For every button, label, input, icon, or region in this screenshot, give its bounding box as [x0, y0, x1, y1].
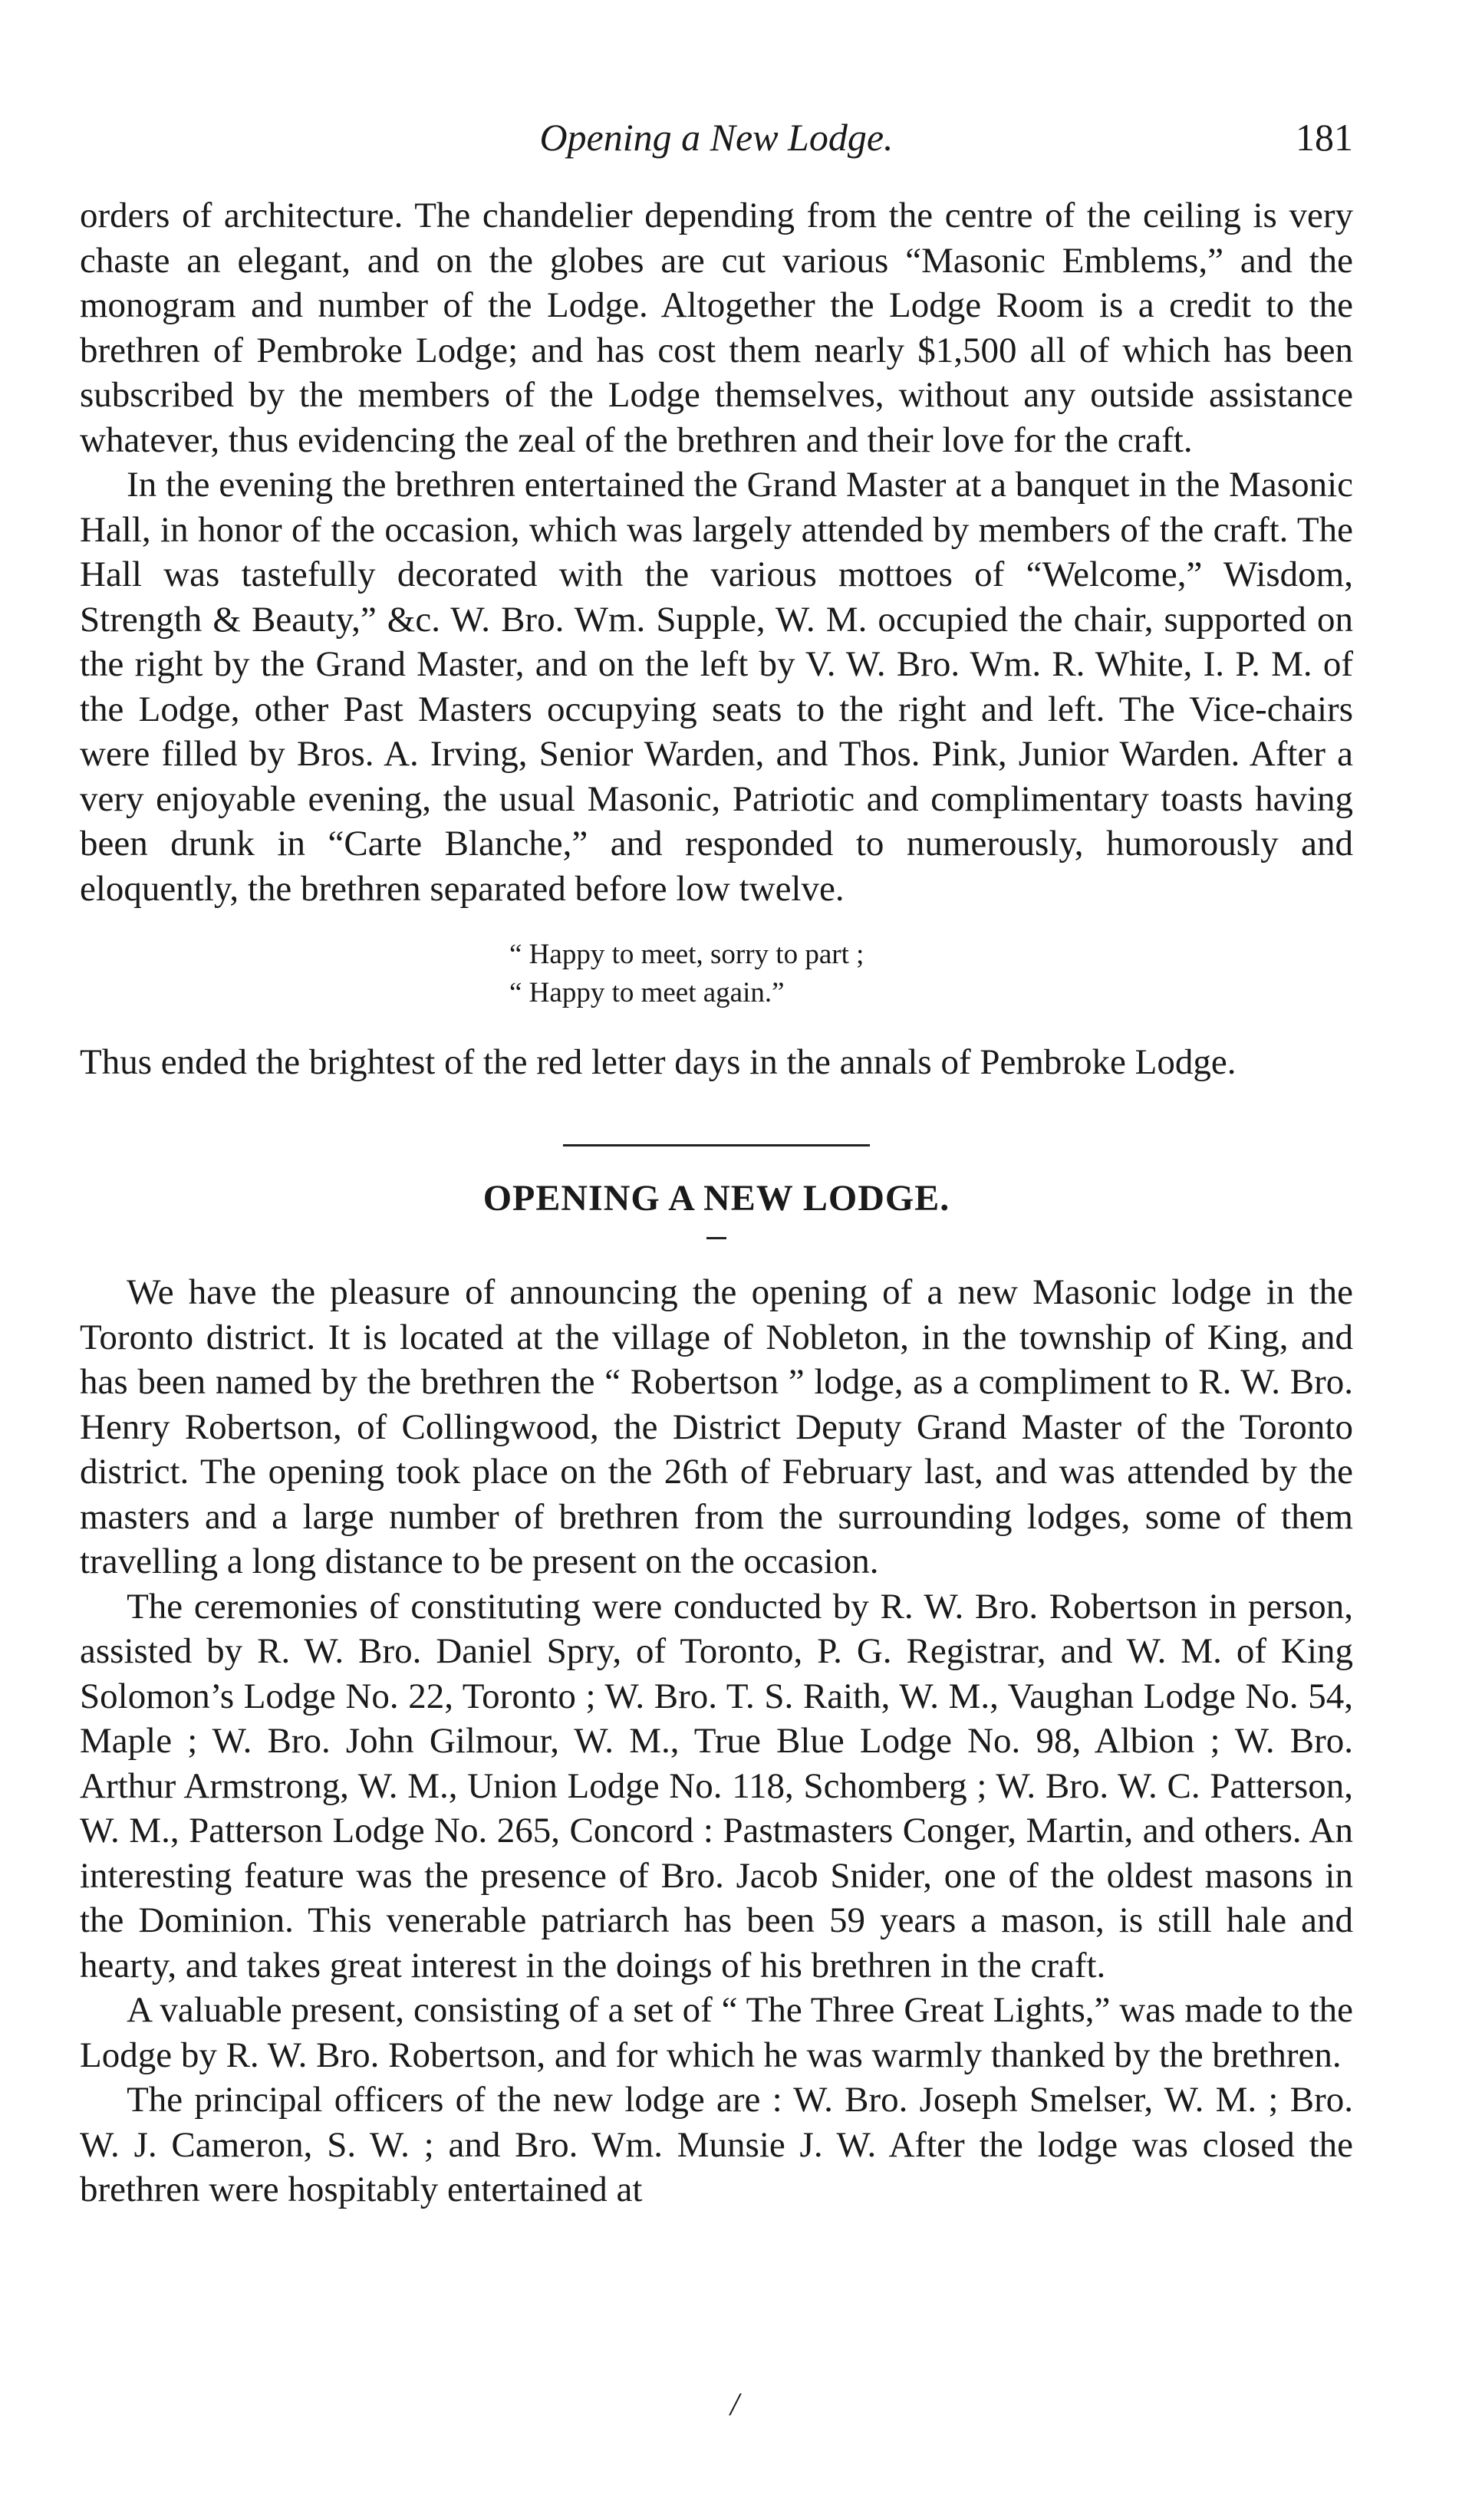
paragraph-present: A valuable present, consisting of a set of “ The Three Great Lights,” was made to the Lodge by R. W. Bro. Robertson, and for which he was warmly thanked by the brethren.: [80, 1990, 1353, 2075]
running-title: Opening a New Lodge.: [539, 116, 894, 159]
heading-dash: [706, 1237, 726, 1239]
paragraph-banquet: In the evening the brethren entertained the Grand Master at a banquet in the Masonic Hall, in honor of the occasion, which was largely attended by members of the craft. The Hall was tastefully decorated with the various mottoes of “Welcome,” Wisdom, Strength & Beauty,” &c. W. Bro. Wm. Supple, W. M. occupied the chair, supported on the right by the Grand Master, and on the left by V. W. Bro. Wm. R. White, I. P. M. of the Lodge, other Past Masters occupying seats to the right and left. The Vice-chairs were filled by Bros. A. Irving, Senior Warden, and Thos. Pink, Junior Warden. After a very enjoyable evening, the usual Masonic, Patriotic and complimentary toasts having been drunk in “Carte Blanche,” and responded to numerously, humorously and eloquently, the brethren separated before low twelve.: [80, 465, 1353, 909]
paragraph-officers: The principal officers of the new lodge are : W. Bro. Joseph Smelser, W. M. ; Bro. W. J. Cameron, S. W. ; and Bro. Wm. Munsie J. W. After the lodge was closed the brethren were hospitably entertained at: [80, 2080, 1353, 2210]
paragraph-announcement: We have the pleasure of announcing the opening of a new Masonic lodge in the Toronto district. It is located at the village of Nobleton, in the township of King, and has been named by the brethren the “ Robertson ” lodge, as a compliment to R. W. Bro. Henry Robertson, of Collingwood, the District Deputy Grand Master of the Toronto district. The opening took place on the 26th of February last, and was attended by the masters and a large number of brethren from the surrounding lodges, some of them travelling a long distance to be present on the occasion.: [80, 1272, 1353, 1582]
paragraph-ceremonies: The ceremonies of constituting were conducted by R. W. Bro. Robertson in person, assisted by R. W. Bro. Daniel Spry, of Toronto, P. G. Registrar, and W. M. of King Solomon’s Lodge No. 22, Toronto ; W. Bro. T. S. Raith, W. M., Vaughan Lodge No. 54, Maple ; W. Bro. John Gilmour, W. M., True Blue Lodge No. 98, Albion ; W. Bro. Arthur Armstrong, W. M., Union Lodge No. 118, Schomberg ; W. Bro. W. C. Patterson, W. M., Patterson Lodge No. 265, Concord : Pastmasters Conger, Martin, and others. An interesting feature was the presence of Bro. Jacob Snider, one of the oldest masons in the Dominion. This venerable patriarch has been 59 years a mason, is still hale and hearty, and takes great interest in the doings of his brethren in the craft.: [80, 1586, 1353, 1985]
running-header: [80, 115, 1353, 169]
page-number: 181: [1296, 116, 1353, 159]
section-divider: [563, 1144, 870, 1147]
footer-mark: /: [730, 2387, 739, 2423]
body-text: [80, 193, 1353, 2212]
verse-line: “ Happy to meet, sorry to part ;: [509, 939, 864, 970]
paragraph-architecture: orders of architecture. The chandelier depending from the centre of the ceiling is very chaste an elegant, and on the globes are cut various “Masonic Emblems,” and the monogram and number of the Lodge. Altogether the Lodge Room is a credit to the brethren of Pembroke Lodge; and has cost them nearly $1,500 all of which has been subscribed by the members of the Lodge themselves, without any outside assistance whatever, thus evidencing the zeal of the brethren and their love for the craft.: [80, 196, 1353, 460]
verse-line: “ Happy to meet again.”: [509, 976, 785, 1008]
verse-quote: [80, 936, 1353, 1012]
section-heading: OPENING A NEW LODGE.: [482, 1178, 950, 1219]
paragraph-closing: Thus ended the brightest of the red letter days in the annals of Pembroke Lodge.: [80, 1041, 1237, 1082]
